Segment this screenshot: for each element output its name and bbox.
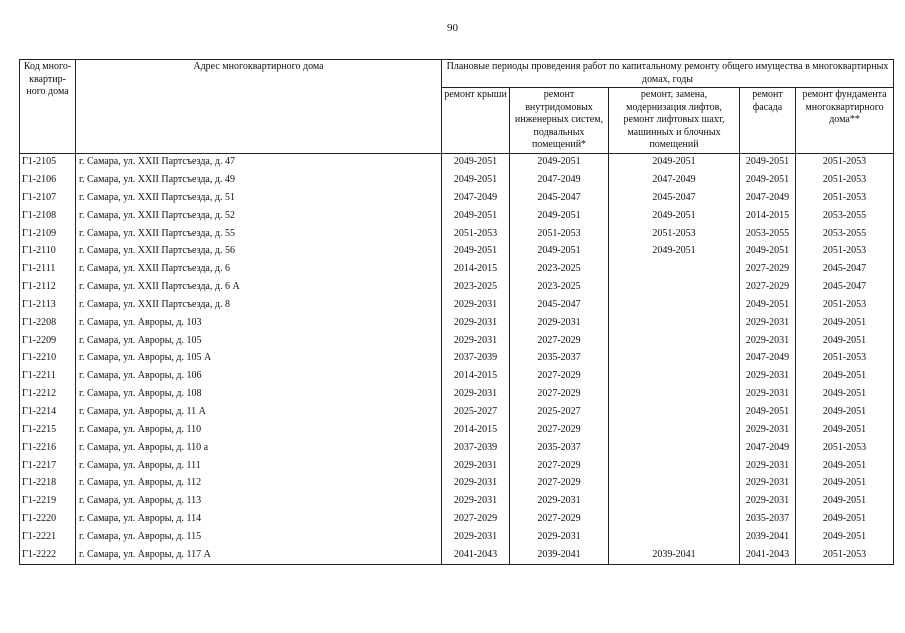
capital-repair-table [19,59,894,565]
cell-lifts [609,296,740,314]
cell-facade: 2049-2051 [740,243,796,261]
cell-systems: 2045-2047 [510,296,609,314]
cell-foundation: 2049-2051 [796,421,894,439]
cell-facade: 2027-2029 [740,278,796,296]
cell-lifts [609,368,740,386]
cell-code: Г1-2209 [20,332,76,350]
cell-lifts [609,510,740,528]
cell-code: Г1-2112 [20,278,76,296]
cell-address: г. Самара, ул. Авроры, д. 105 [76,332,442,350]
cell-code: Г1-2208 [20,314,76,332]
cell-code: Г1-2108 [20,207,76,225]
cell-facade: 2049-2051 [740,403,796,421]
cell-systems: 2027-2029 [510,475,609,493]
cell-lifts [609,314,740,332]
cell-address: г. Самара, ул. XXII Партсъезда, д. 49 [76,171,442,189]
cell-foundation: 2049-2051 [796,385,894,403]
cell-lifts [609,350,740,368]
header-facade: ремонт фасада [740,88,796,154]
cell-code: Г1-2106 [20,171,76,189]
cell-foundation: 2045-2047 [796,278,894,296]
header-lifts: ремонт, замена, модернизация лифтов, ремонт лифтовых шахт, машинных и блочных помещений [609,88,740,154]
table-row [20,278,894,296]
cell-foundation: 2045-2047 [796,261,894,279]
cell-facade: 2047-2049 [740,439,796,457]
cell-roof: 2029-2031 [442,332,510,350]
cell-address: г. Самара, ул. Авроры, д. 108 [76,385,442,403]
page-number: 90 [447,22,458,34]
cell-facade: 2047-2049 [740,350,796,368]
header-systems: ремонт внутридомовых инженерных систем, подвальных помещений* [510,88,609,154]
cell-systems: 2035-2037 [510,439,609,457]
cell-facade: 2049-2051 [740,153,796,171]
header-address: Адрес многоквартирного дома [76,60,442,154]
cell-roof: 2049-2051 [442,243,510,261]
cell-code: Г1-2221 [20,528,76,546]
cell-address: г. Самара, ул. Авроры, д. 117 А [76,546,442,564]
cell-foundation: 2053-2055 [796,207,894,225]
cell-systems: 2025-2027 [510,403,609,421]
cell-roof: 2027-2029 [442,510,510,528]
table-row [20,403,894,421]
cell-facade: 2029-2031 [740,314,796,332]
cell-roof: 2041-2043 [442,546,510,564]
table-row [20,225,894,243]
cell-code: Г1-2222 [20,546,76,564]
cell-lifts: 2045-2047 [609,189,740,207]
cell-lifts [609,278,740,296]
table-row [20,439,894,457]
cell-systems: 2049-2051 [510,207,609,225]
cell-code: Г1-2218 [20,475,76,493]
cell-lifts [609,439,740,457]
cell-roof: 2037-2039 [442,439,510,457]
cell-foundation: 2051-2053 [796,171,894,189]
table-row [20,207,894,225]
cell-facade: 2029-2031 [740,475,796,493]
cell-foundation: 2049-2051 [796,368,894,386]
cell-systems: 2029-2031 [510,493,609,511]
cell-foundation: 2051-2053 [796,439,894,457]
table-row [20,385,894,403]
cell-code: Г1-2113 [20,296,76,314]
cell-facade: 2047-2049 [740,189,796,207]
table-row [20,171,894,189]
cell-facade: 2029-2031 [740,421,796,439]
cell-lifts [609,385,740,403]
table-row [20,368,894,386]
table-row [20,332,894,350]
cell-roof: 2014-2015 [442,368,510,386]
cell-address: г. Самара, ул. XXII Партсъезда, д. 6 А [76,278,442,296]
table-row [20,421,894,439]
cell-systems: 2035-2037 [510,350,609,368]
cell-code: Г1-2219 [20,493,76,511]
table-row [20,493,894,511]
table-row [20,261,894,279]
cell-code: Г1-2212 [20,385,76,403]
cell-facade: 2053-2055 [740,225,796,243]
cell-facade: 2029-2031 [740,385,796,403]
cell-foundation: 2049-2051 [796,332,894,350]
cell-systems: 2027-2029 [510,368,609,386]
cell-code: Г1-2220 [20,510,76,528]
table-row [20,546,894,564]
cell-code: Г1-2107 [20,189,76,207]
cell-foundation: 2051-2053 [796,189,894,207]
cell-code: Г1-2111 [20,261,76,279]
cell-address: г. Самара, ул. XXII Партсъезда, д. 47 [76,153,442,171]
cell-roof: 2049-2051 [442,207,510,225]
cell-code: Г1-2215 [20,421,76,439]
cell-systems: 2027-2029 [510,332,609,350]
cell-address: г. Самара, ул. XXII Партсъезда, д. 55 [76,225,442,243]
cell-facade: 2029-2031 [740,368,796,386]
table-row [20,510,894,528]
cell-foundation: 2051-2053 [796,350,894,368]
cell-lifts [609,457,740,475]
cell-systems: 2027-2029 [510,421,609,439]
cell-foundation: 2051-2053 [796,153,894,171]
table-row [20,189,894,207]
cell-lifts: 2051-2053 [609,225,740,243]
cell-roof: 2023-2025 [442,278,510,296]
cell-foundation: 2049-2051 [796,493,894,511]
table-row [20,314,894,332]
cell-address: г. Самара, ул. XXII Партсъезда, д. 8 [76,296,442,314]
cell-foundation: 2049-2051 [796,314,894,332]
cell-systems: 2029-2031 [510,528,609,546]
cell-address: г. Самара, ул. Авроры, д. 110 а [76,439,442,457]
cell-lifts: 2047-2049 [609,171,740,189]
cell-foundation: 2049-2051 [796,457,894,475]
cell-facade: 2029-2031 [740,332,796,350]
cell-lifts [609,528,740,546]
cell-systems: 2027-2029 [510,510,609,528]
cell-roof: 2029-2031 [442,457,510,475]
cell-facade: 2049-2051 [740,296,796,314]
header-periods: Плановые периоды проведения работ по капитальному ремонту общего имущества в многоквартирных домах, годы [442,60,894,88]
cell-foundation: 2049-2051 [796,403,894,421]
cell-roof: 2051-2053 [442,225,510,243]
cell-facade: 2035-2037 [740,510,796,528]
cell-facade: 2014-2015 [740,207,796,225]
cell-foundation: 2049-2051 [796,475,894,493]
cell-address: г. Самара, ул. Авроры, д. 106 [76,368,442,386]
table-row [20,528,894,546]
cell-lifts [609,421,740,439]
cell-code: Г1-2210 [20,350,76,368]
cell-foundation: 2049-2051 [796,528,894,546]
cell-address: г. Самара, ул. Авроры, д. 105 А [76,350,442,368]
cell-lifts: 2049-2051 [609,243,740,261]
cell-facade: 2029-2031 [740,457,796,475]
cell-facade: 2029-2031 [740,493,796,511]
cell-code: Г1-2217 [20,457,76,475]
cell-systems: 2049-2051 [510,153,609,171]
cell-lifts [609,403,740,421]
cell-lifts: 2039-2041 [609,546,740,564]
cell-systems: 2023-2025 [510,278,609,296]
cell-lifts [609,332,740,350]
cell-roof: 2029-2031 [442,528,510,546]
cell-address: г. Самара, ул. XXII Партсъезда, д. 6 [76,261,442,279]
cell-facade: 2027-2029 [740,261,796,279]
cell-facade: 2039-2041 [740,528,796,546]
cell-address: г. Самара, ул. Авроры, д. 112 [76,475,442,493]
cell-systems: 2045-2047 [510,189,609,207]
cell-foundation: 2051-2053 [796,546,894,564]
cell-roof: 2029-2031 [442,475,510,493]
cell-code: Г1-2110 [20,243,76,261]
cell-roof: 2029-2031 [442,314,510,332]
cell-roof: 2014-2015 [442,421,510,439]
cell-roof: 2037-2039 [442,350,510,368]
cell-systems: 2029-2031 [510,314,609,332]
cell-lifts: 2049-2051 [609,153,740,171]
table-body [20,153,894,564]
cell-code: Г1-2216 [20,439,76,457]
cell-lifts [609,493,740,511]
cell-roof: 2029-2031 [442,385,510,403]
cell-lifts [609,261,740,279]
cell-foundation: 2053-2055 [796,225,894,243]
cell-foundation: 2051-2053 [796,296,894,314]
table-row [20,296,894,314]
cell-code: Г1-2214 [20,403,76,421]
cell-lifts [609,475,740,493]
table-row [20,153,894,171]
cell-code: Г1-2109 [20,225,76,243]
cell-roof: 2047-2049 [442,189,510,207]
cell-systems: 2039-2041 [510,546,609,564]
header-roof: ремонт крыши [442,88,510,154]
cell-roof: 2049-2051 [442,171,510,189]
cell-roof: 2029-2031 [442,296,510,314]
header-foundation: ремонт фундамента многоквартирного дома** [796,88,894,154]
cell-systems: 2027-2029 [510,385,609,403]
cell-systems: 2051-2053 [510,225,609,243]
cell-address: г. Самара, ул. Авроры, д. 11 А [76,403,442,421]
cell-systems: 2023-2025 [510,261,609,279]
cell-foundation: 2049-2051 [796,510,894,528]
cell-roof: 2014-2015 [442,261,510,279]
table-row [20,475,894,493]
cell-facade: 2041-2043 [740,546,796,564]
cell-address: г. Самара, ул. XXII Партсъезда, д. 51 [76,189,442,207]
header-code: Код много-квартир-ного дома [20,60,76,154]
cell-address: г. Самара, ул. Авроры, д. 111 [76,457,442,475]
cell-systems: 2047-2049 [510,171,609,189]
table-row [20,243,894,261]
cell-roof: 2049-2051 [442,153,510,171]
cell-roof: 2025-2027 [442,403,510,421]
cell-systems: 2027-2029 [510,457,609,475]
cell-roof: 2029-2031 [442,493,510,511]
table-row [20,350,894,368]
cell-address: г. Самара, ул. Авроры, д. 114 [76,510,442,528]
cell-address: г. Самара, ул. XXII Партсъезда, д. 52 [76,207,442,225]
cell-foundation: 2051-2053 [796,243,894,261]
cell-address: г. Самара, ул. Авроры, д. 113 [76,493,442,511]
cell-lifts: 2049-2051 [609,207,740,225]
cell-systems: 2049-2051 [510,243,609,261]
cell-address: г. Самара, ул. Авроры, д. 110 [76,421,442,439]
cell-address: г. Самара, ул. XXII Партсъезда, д. 56 [76,243,442,261]
cell-address: г. Самара, ул. Авроры, д. 115 [76,528,442,546]
cell-facade: 2049-2051 [740,171,796,189]
cell-address: г. Самара, ул. Авроры, д. 103 [76,314,442,332]
cell-code: Г1-2105 [20,153,76,171]
cell-code: Г1-2211 [20,368,76,386]
table-row [20,457,894,475]
